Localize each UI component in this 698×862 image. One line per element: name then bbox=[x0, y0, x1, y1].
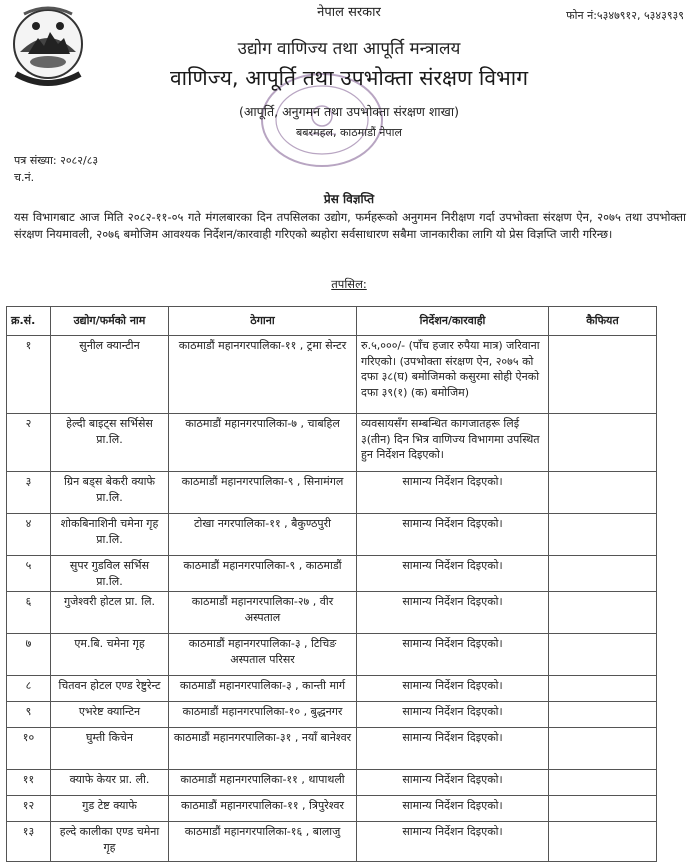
cell-action: सामान्य निर्देशन दिइएको। bbox=[357, 592, 549, 634]
cell-remarks bbox=[549, 796, 657, 822]
press-release-title: प्रेस विज्ञप्ति bbox=[323, 192, 375, 206]
cell-remarks bbox=[549, 472, 657, 514]
table-row bbox=[7, 336, 657, 414]
cell-address: काठमाडौं महानगरपालिका-११ , त्रिपुरेश्वर bbox=[169, 796, 357, 822]
cell-remarks bbox=[549, 728, 657, 770]
details-heading: तपसिल: bbox=[331, 277, 367, 291]
cell-serial: ७ bbox=[7, 634, 51, 676]
cell-serial: ५ bbox=[7, 556, 51, 592]
cell-address: टोखा नगरपालिका-११ , बैकुण्ठपुरी bbox=[169, 514, 357, 556]
table-row bbox=[7, 514, 657, 556]
cell-address: काठमाडौं महानगरपालिका-७ , चाबहिल bbox=[169, 414, 357, 472]
cell-name: एभरेष्ट क्यान्टिन bbox=[51, 702, 169, 728]
cell-serial: ८ bbox=[7, 676, 51, 702]
cell-serial: २ bbox=[7, 414, 51, 472]
cell-remarks bbox=[549, 414, 657, 472]
cell-name: हल्दे कालीका एण्ड चमेना गृह bbox=[51, 822, 169, 862]
government-title: नेपाल सरकार bbox=[317, 5, 381, 20]
cell-remarks bbox=[549, 676, 657, 702]
cell-remarks bbox=[549, 336, 657, 414]
cell-action: सामान्य निर्देशन दिइएको। bbox=[357, 472, 549, 514]
cell-action: सामान्य निर्देशन दिइएको। bbox=[357, 770, 549, 796]
dispatch-number: च.नं. bbox=[14, 171, 35, 184]
cell-serial: १० bbox=[7, 728, 51, 770]
cell-address: काठमाडौं महानगरपालिका-११ , थापाथली bbox=[169, 770, 357, 796]
cell-name: गुड टेष्ट क्याफे bbox=[51, 796, 169, 822]
reference-number: पत्र संख्या: २०८२/८३ bbox=[14, 154, 99, 167]
office-address: बबरमहल, काठमाडौं नेपाल bbox=[296, 126, 402, 139]
cell-address: काठमाडौं महानगरपालिका-११ , ट्रमा सेन्टर bbox=[169, 336, 357, 414]
cell-address: काठमाडौं महानगरपालिका-९ , काठमाडौं bbox=[169, 556, 357, 592]
cell-name: ग्रिन बड्स बेकरी क्याफे प्रा.लि. bbox=[51, 472, 169, 514]
table-row bbox=[7, 676, 657, 702]
table-row bbox=[7, 634, 657, 676]
cell-action: सामान्य निर्देशन दिइएको। bbox=[357, 634, 549, 676]
cell-serial: ४ bbox=[7, 514, 51, 556]
cell-name: घुम्ती किचेन bbox=[51, 728, 169, 770]
cell-remarks bbox=[549, 556, 657, 592]
header-remarks: कैफियत bbox=[549, 307, 657, 336]
cell-serial: ३ bbox=[7, 472, 51, 514]
cell-address: काठमाडौं महानगरपालिका-९ , सिनामंगल bbox=[169, 472, 357, 514]
table-row bbox=[7, 592, 657, 634]
press-release-body: यस विभागबाट आज मिति २०८२-११-०५ गते मंगलबारका दिन तपसिलका उद्योग, फर्महरूको अनुगमन निरीक्षण गर्दा उपभोक्ता संरक्षण ऐन, २०७५ तथा उपभोक्ता संरक्षण नियमावली, २०७६ बमोजिम आवश्यक निर्देशन/कारवाही गरिएको ब्यहोरा सर्वसाधारण सबैमा जानकारीका लागि यो प्रेस विज्ञप्ति जारी गरिन्छ। bbox=[14, 210, 686, 241]
cell-address: काठमाडौं महानगरपालिका-३ , टिचिङ अस्पताल परिसर bbox=[169, 634, 357, 676]
cell-name: हेल्दी बाइट्स सर्भिसेस प्रा.लि. bbox=[51, 414, 169, 472]
header-address: ठेगाना bbox=[169, 307, 357, 336]
cell-address: काठमाडौं महानगरपालिका-३ , कान्ती मार्ग bbox=[169, 676, 357, 702]
cell-action: सामान्य निर्देशन दिइएको। bbox=[357, 728, 549, 770]
table-row bbox=[7, 414, 657, 472]
cell-remarks bbox=[549, 634, 657, 676]
cell-name: चितवन होटल एण्ड रेष्टुरेन्ट bbox=[51, 676, 169, 702]
monitoring-table bbox=[6, 306, 657, 862]
table-row bbox=[7, 770, 657, 796]
cell-address: काठमाडौं महानगरपालिका-२७ , वीर अस्पताल bbox=[169, 592, 357, 634]
header-name: उद्योग/फर्मको नाम bbox=[51, 307, 169, 336]
cell-address: काठमाडौं महानगरपालिका-१० , बुद्धनगर bbox=[169, 702, 357, 728]
cell-action: सामान्य निर्देशन दिइएको। bbox=[357, 514, 549, 556]
header-action: निर्देशन/कारवाही bbox=[357, 307, 549, 336]
cell-action: व्यवसायसँग सम्बन्धित कागजातहरू लिई ३(तीन) दिन भित्र वाणिज्य विभागमा उपस्थित हुन निर्देशन दिइएको। bbox=[357, 414, 549, 472]
table-row bbox=[7, 822, 657, 862]
cell-action: सामान्य निर्देशन दिइएको। bbox=[357, 796, 549, 822]
cell-action: सामान्य निर्देशन दिइएको। bbox=[357, 702, 549, 728]
table-row bbox=[7, 728, 657, 770]
cell-remarks bbox=[549, 770, 657, 796]
cell-name: सुपर गुडविल सर्भिस प्रा.लि. bbox=[51, 556, 169, 592]
table-header-row bbox=[7, 307, 657, 336]
department-title: वाणिज्य, आपूर्ति तथा उपभोक्ता संरक्षण विभाग bbox=[169, 66, 529, 90]
cell-action: रु.५,०००/- (पाँच हजार रुपैया मात्र) जरिवाना गरिएको। (उपभोक्ता संरक्षण ऐन, २०७५ को दफा ३८(घ) बमोजिमको कसुरमा सोही ऐनको दफा ३९(१) (क) बमोजिम) bbox=[357, 336, 549, 414]
cell-remarks bbox=[549, 592, 657, 634]
phone-number: फोन नं:५३४७९१२, ५३४३९३९ bbox=[566, 9, 684, 22]
cell-serial: ६ bbox=[7, 592, 51, 634]
cell-action: सामान्य निर्देशन दिइएको। bbox=[357, 556, 549, 592]
cell-name: शोकबिनाशिनी चमेना गृह प्रा.लि. bbox=[51, 514, 169, 556]
cell-remarks bbox=[549, 822, 657, 862]
cell-address: काठमाडौं महानगरपालिका-१६ , बालाजु bbox=[169, 822, 357, 862]
cell-address: काठमाडौं महानगरपालिका-३१ , नयाँ बानेश्वर bbox=[169, 728, 357, 770]
table-row bbox=[7, 556, 657, 592]
cell-name: एम.बि. चमेना गृह bbox=[51, 634, 169, 676]
cell-remarks bbox=[549, 702, 657, 728]
header-serial: क्र.सं. bbox=[7, 307, 51, 336]
table-row bbox=[7, 702, 657, 728]
cell-serial: ११ bbox=[7, 770, 51, 796]
ministry-title: उद्योग वाणिज्य तथा आपूर्ति मन्त्रालय bbox=[237, 39, 461, 59]
cell-remarks bbox=[549, 514, 657, 556]
cell-action: सामान्य निर्देशन दिइएको। bbox=[357, 822, 549, 862]
cell-serial: ९ bbox=[7, 702, 51, 728]
cell-serial: १३ bbox=[7, 822, 51, 862]
cell-name: सुनील क्यान्टीन bbox=[51, 336, 169, 414]
cell-name: गुजेश्वरी होटल प्रा. लि. bbox=[51, 592, 169, 634]
cell-serial: १२ bbox=[7, 796, 51, 822]
branch-title: (आपूर्ति, अनुगमन तथा उपभोक्ता संरक्षण शाखा) bbox=[239, 104, 459, 119]
table-row bbox=[7, 796, 657, 822]
cell-action: सामान्य निर्देशन दिइएको। bbox=[357, 676, 549, 702]
table-row bbox=[7, 472, 657, 514]
cell-serial: १ bbox=[7, 336, 51, 414]
cell-name: क्याफे केयर प्रा. ली. bbox=[51, 770, 169, 796]
